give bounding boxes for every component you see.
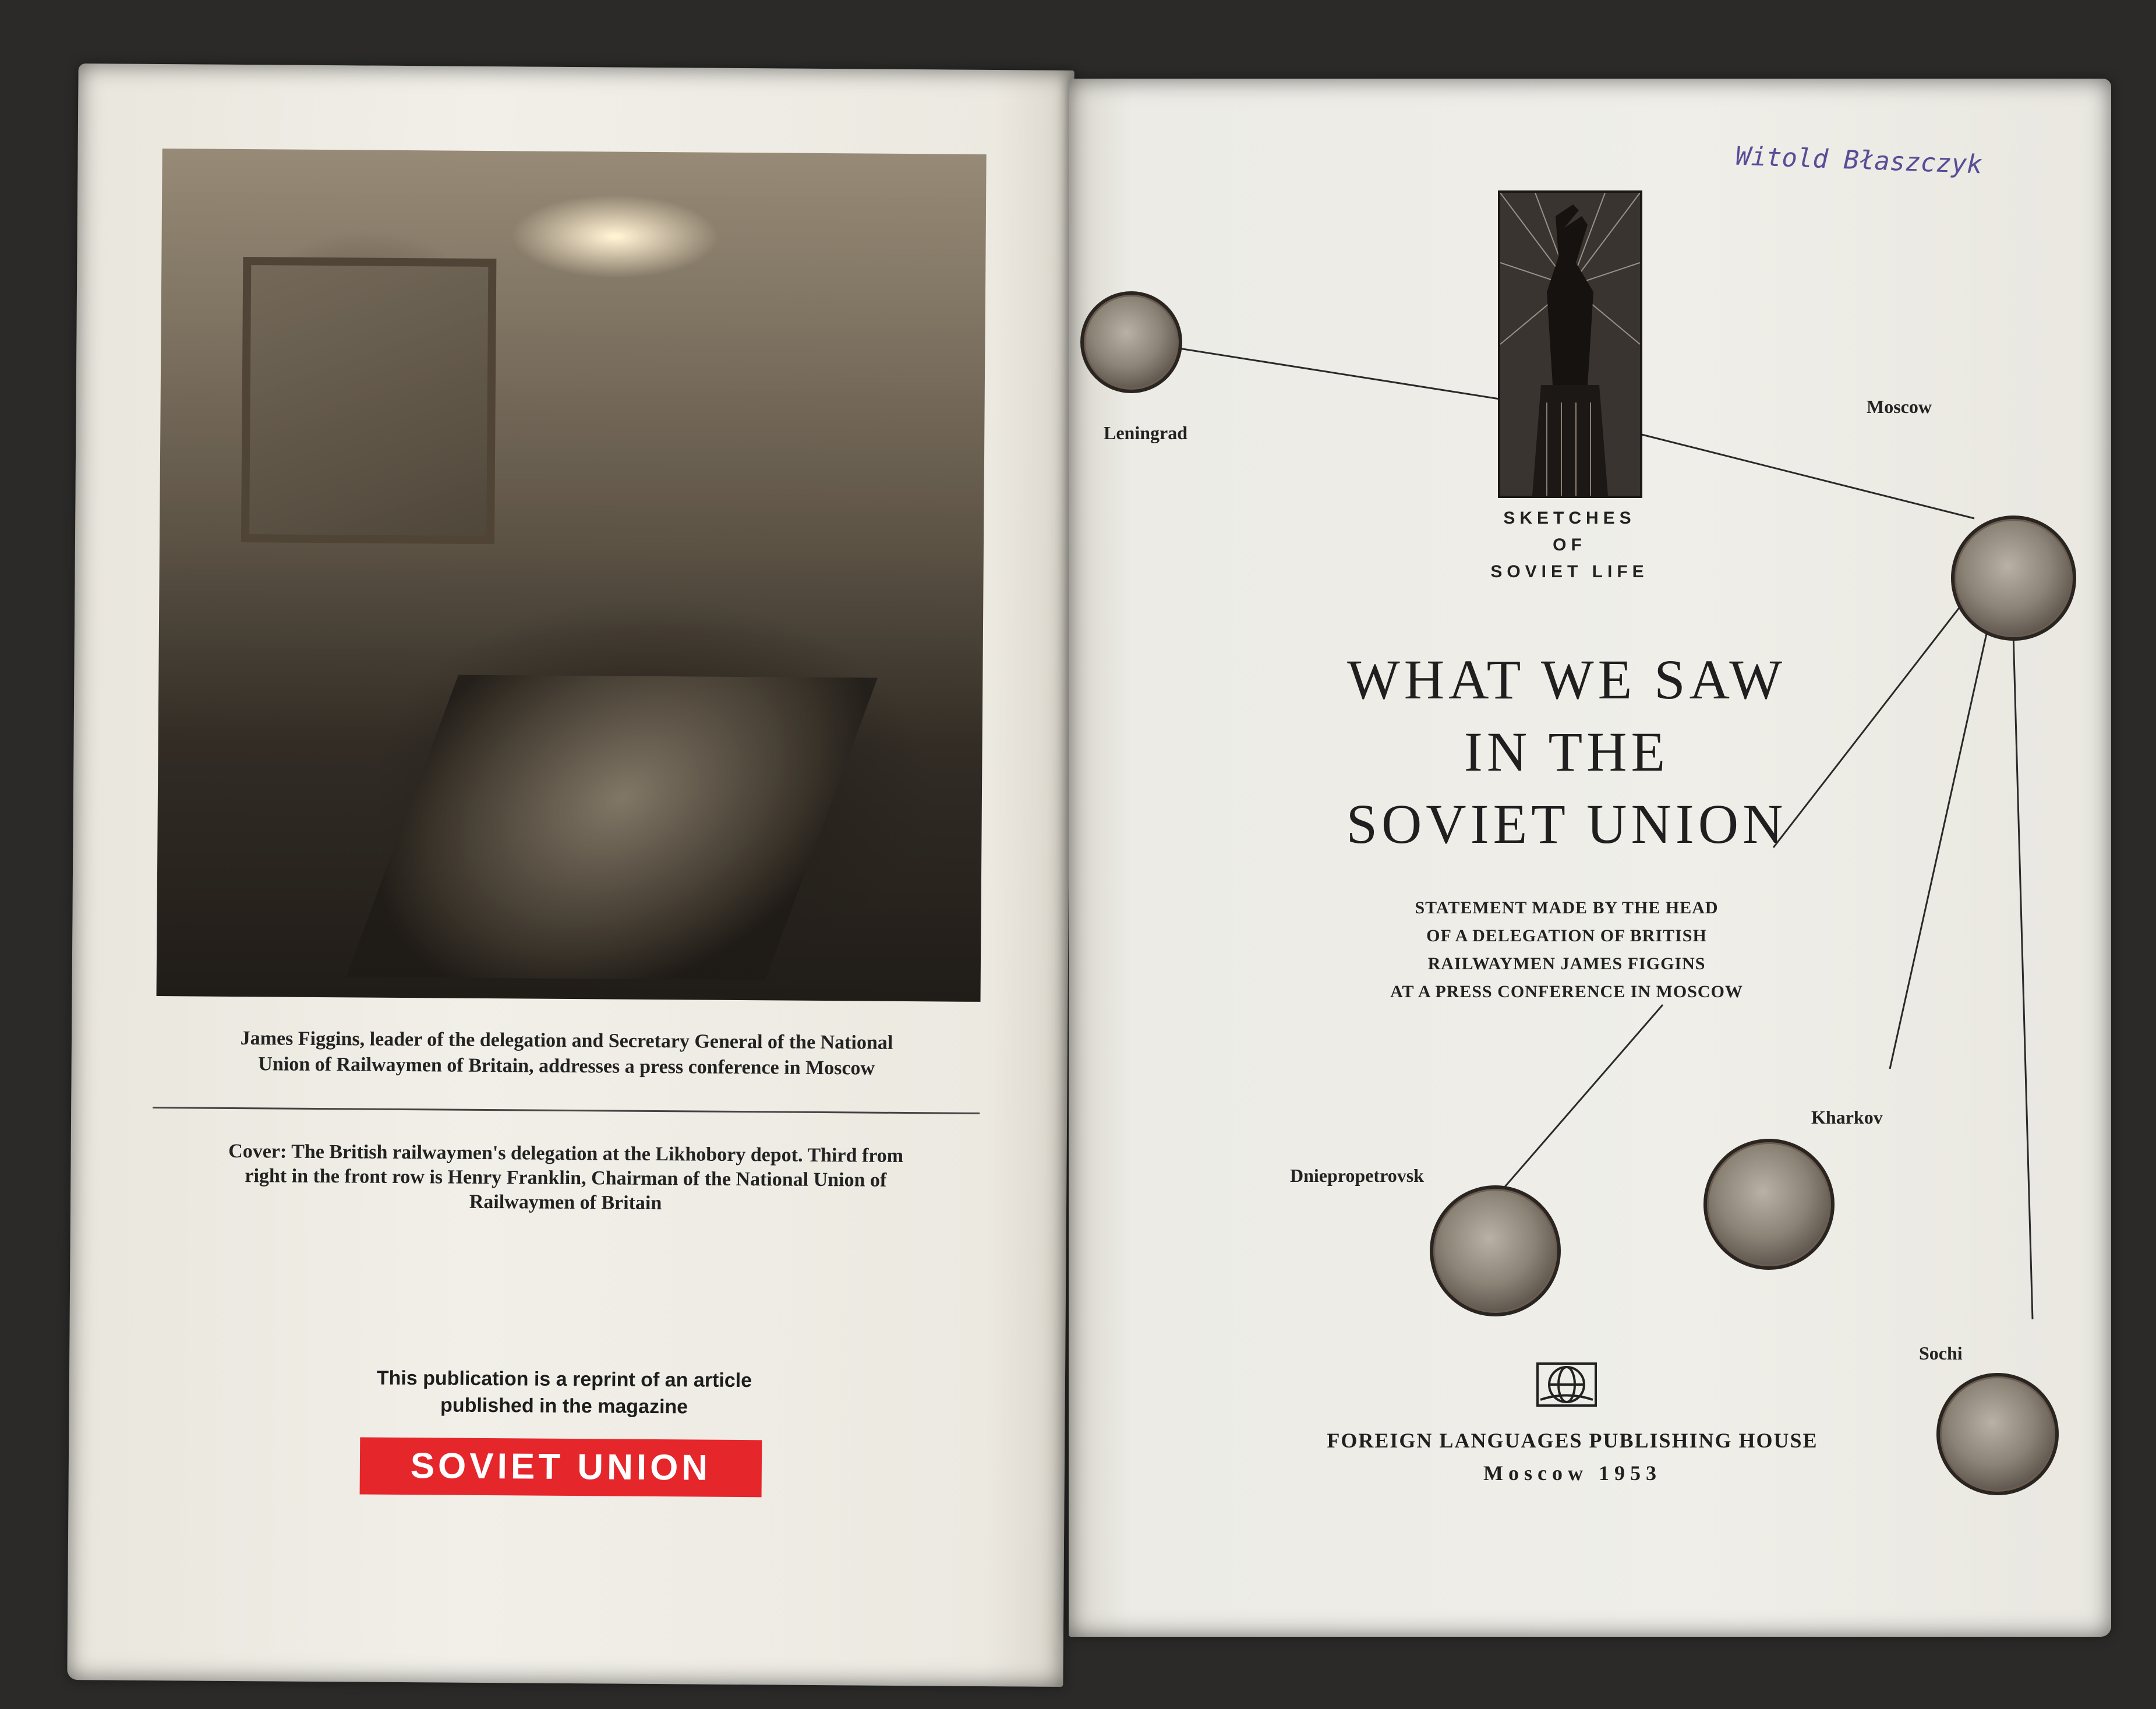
reprint-line: published in the magazine (440, 1394, 688, 1418)
kharkov-label: Kharkov (1811, 1107, 1883, 1128)
wall-portrait-image (241, 257, 496, 544)
statement-line: RAILWAYMEN JAMES FIGGINS (1427, 954, 1706, 973)
photo-caption-line: Union of Railwaymen of Britain, addresses a press conference in Moscow (258, 1053, 875, 1079)
publisher-globe-logo-icon (1532, 1359, 1602, 1411)
title-line: SOVIET UNION (1346, 793, 1787, 855)
leningrad-label: Leningrad (1104, 422, 1188, 443)
subtitle-statement (1325, 894, 1808, 1006)
reprint-line: This publication is a reprint of an article (376, 1367, 752, 1392)
page-title (1255, 644, 1878, 860)
kharkov-connector (1890, 597, 1995, 1069)
right-page (1069, 79, 2111, 1637)
cover-caption-line: Railwaymen of Britain (469, 1191, 662, 1214)
series-title (1476, 505, 1663, 585)
moscow-image (1951, 515, 2076, 641)
worker-kolkhoz-woman-emblem (1498, 190, 1642, 498)
statement-line: AT A PRESS CONFERENCE IN MOSCOW (1390, 982, 1743, 1001)
sochi-image (1936, 1373, 2059, 1495)
left-page (67, 63, 1074, 1687)
conference-table-image (346, 675, 878, 980)
series-line: SKETCHES (1503, 509, 1636, 528)
leningrad-connector (1168, 347, 1500, 399)
publisher-place-year: Moscow 1953 (1483, 1461, 1662, 1485)
kharkov-image (1703, 1139, 1835, 1270)
statue-emblem-icon (1500, 193, 1640, 496)
statement-line: STATEMENT MADE BY THE HEAD (1415, 898, 1719, 917)
publisher-block (1278, 1424, 1867, 1489)
sochi-connector (2012, 591, 2033, 1319)
photo-caption (153, 1025, 981, 1082)
dniepropetrovsk-connector (1491, 1005, 1663, 1203)
reprint-note (325, 1364, 803, 1421)
divider (153, 1107, 980, 1114)
moscow-label: Moscow (1867, 396, 1932, 417)
photo-caption-line: James Figgins, leader of the delegation and Secretary General of the National (240, 1027, 893, 1054)
series-line: OF (1553, 535, 1586, 555)
series-line: SOVIET LIFE (1490, 562, 1649, 581)
owner-stamp: Witold Błaszczyk (1735, 141, 1983, 180)
title-line: WHAT WE SAW (1347, 648, 1786, 711)
dniepropetrovsk-label: Dniepropetrovsk (1290, 1165, 1424, 1186)
moscow-connector (1639, 434, 1974, 518)
leningrad-image (1080, 291, 1182, 393)
cover-caption-line: right in the front row is Henry Franklin, Chairman of the National Union of (245, 1165, 887, 1191)
magazine-brand-label: SOVIET UNION (360, 1437, 762, 1497)
cover-caption (152, 1139, 980, 1218)
publisher-name: FOREIGN LANGUAGES PUBLISHING HOUSE (1327, 1429, 1818, 1452)
sochi-label: Sochi (1919, 1343, 1963, 1364)
dniepropetrovsk-image (1430, 1185, 1561, 1316)
statement-line: OF A DELEGATION OF BRITISH (1426, 926, 1707, 945)
press-conference-photo (157, 149, 987, 1002)
cover-caption-line: Cover: The British railwaymen's delegation at the Likhobory depot. Third from (228, 1140, 904, 1167)
title-line: IN THE (1464, 721, 1670, 783)
